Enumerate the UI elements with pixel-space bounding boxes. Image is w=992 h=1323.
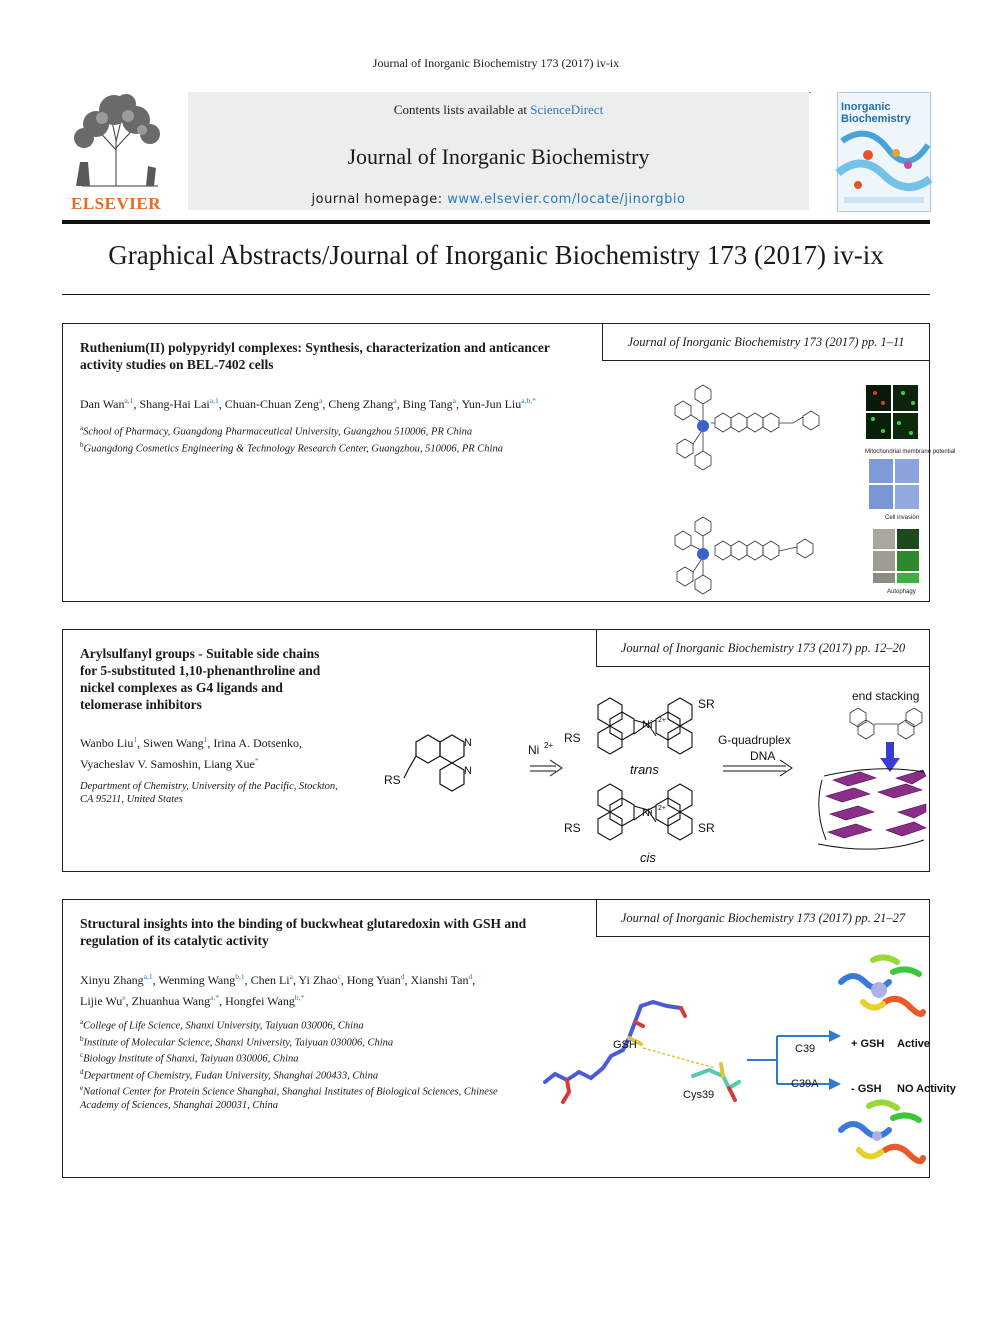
glutaredoxin-ribbon-active <box>841 957 923 1014</box>
author-list: Dan Wan$^{a,1}$, Shang-Hai Lai$^{a,1}$, Chuan-Chuan Zeng$^a$, Cheng Zhang$^a$, Bing Tang$^a$, Yun-Jun Liu$^{a,b,*}$ <box>80 396 536 411</box>
end-stacking-label: end stacking <box>852 689 920 703</box>
author-line: Vyacheslav V. Samoshin, Liang Xue* <box>80 756 259 771</box>
figure-label-cell-invasion: Cell invasion <box>885 515 920 521</box>
author[interactable]: Siwen Wang <box>143 736 204 750</box>
stacked-ligand-sketch <box>850 708 922 739</box>
author[interactable]: Hongfei Wang <box>225 994 295 1008</box>
author-sup: 1 <box>133 735 138 744</box>
elsevier-tree-logo <box>62 90 172 210</box>
abstract-title: Structural insights into the binding of buckwheat glutaredoxin with GSH and regulation of its catalytic activity <box>80 916 527 948</box>
homepage-line <box>188 192 809 207</box>
affiliation-list <box>80 1016 520 1112</box>
trans-ni-label: Ni <box>642 719 653 731</box>
author[interactable]: Dan Wan <box>80 397 125 411</box>
trans-ni-charge: 2+ <box>658 717 666 724</box>
contents-prefix: Contents lists available at <box>393 102 531 117</box>
branch-arrow-heads <box>829 1030 841 1090</box>
author[interactable]: Chuan-Chuan Zeng <box>224 397 320 411</box>
affiliation-text: Department of Chemistry, Fudan University, Shanghai 200433, China <box>83 1070 379 1081</box>
abstract-3-figure <box>533 952 956 1172</box>
author-sup: a,1 <box>143 972 153 981</box>
author[interactable]: Wanbo Liu <box>80 736 134 750</box>
affiliation <box>80 439 600 456</box>
ru-center <box>697 548 709 560</box>
cell-invasion-images <box>869 459 919 509</box>
g4-label-line2: DNA <box>750 749 776 763</box>
author-sup: a,b,* <box>521 396 536 405</box>
affiliation-sup: d <box>80 1067 84 1076</box>
author-list <box>80 968 540 1010</box>
abstract-title-line: Arylsulfanyl groups - Suitable side chains <box>80 646 320 661</box>
trans-rs-label: RS <box>564 731 581 745</box>
cys39-label: Cys39 <box>683 1089 715 1101</box>
affiliation <box>80 1016 520 1033</box>
affiliation-text: Institute of Molecular Science, Shanxi University, Taiyuan 030006, China <box>83 1037 394 1048</box>
affiliation-sup: c <box>80 1051 84 1059</box>
figure-label-autophagy: Autophagy <box>887 589 916 595</box>
affiliation-line: CA 95211, United States <box>80 794 183 805</box>
c39-label: C39 <box>795 1043 816 1055</box>
author[interactable]: Zhuanhua Wang <box>131 994 211 1008</box>
abstract-title-line: nickel complexes as G4 ligands and <box>80 680 283 695</box>
phenanthroline-ligand <box>404 735 464 791</box>
author[interactable]: Irina A. Dotsenko, <box>213 736 302 750</box>
affiliation-list <box>80 780 370 806</box>
affiliation-sup: b <box>80 1034 84 1043</box>
cis-rs-label: RS <box>564 821 581 835</box>
minus-gsh-label: - GSH <box>851 1083 882 1095</box>
author[interactable]: Wenming Wang <box>158 973 236 987</box>
author-line: Lijie Wu$^e$, Zhuanhua Wang$^{a,*}$, Hongfei Wang$^{b,*}$ <box>80 993 305 1008</box>
running-head: Journal of Inorganic Biochemistry 173 (2017) iv-ix <box>372 56 620 70</box>
journal-cover-thumbnail <box>837 92 931 212</box>
author[interactable]: Chen Li <box>250 973 290 987</box>
abstract-reference[interactable]: Journal of Inorganic Biochemistry 173 (2017) pp. 12–20 <box>596 629 930 667</box>
abstract-1-figure <box>663 379 956 597</box>
author[interactable]: Yi Zhao <box>298 973 338 987</box>
cover-title-line1: Inorganic <box>841 101 891 113</box>
ru-complex-structure-2 <box>675 517 813 594</box>
cis-label: cis <box>640 850 656 865</box>
author-sup: a <box>289 972 293 981</box>
abstract-title-line: for 5-substituted 1,10-phenanthroline and <box>80 663 321 678</box>
affiliation-sup: b <box>80 440 84 449</box>
abstract-reference[interactable]: Journal of Inorganic Biochemistry 173 (2017) pp. 1–11 <box>602 323 930 361</box>
graphical-abstract-3 <box>62 899 956 1178</box>
disulfide-interaction <box>643 1048 715 1068</box>
author[interactable]: Yun-Jun Liu <box>461 397 522 411</box>
abstract-title: Ruthenium(II) polypyridyl complexes: Synthesis, characterization and anticancer activity studies on BEL-7402 cells <box>80 340 550 372</box>
cis-ni-label: Ni <box>642 807 653 819</box>
reaction-arrow-ni <box>530 760 562 776</box>
trans-sr-label: SR <box>698 697 715 711</box>
homepage-prefix: journal homepage: <box>311 192 448 207</box>
trans-label: trans <box>630 762 659 777</box>
affiliation-sup: a <box>80 1018 84 1026</box>
author-sup: e <box>122 993 126 1002</box>
author-sup: a,1 <box>124 396 134 405</box>
no-activity-label: NO Activity <box>897 1083 956 1095</box>
nitrogen-label: N <box>464 737 472 749</box>
author-line: Xinyu Zhang$^{a,1}$, Wenming Wang$^{b,1}$, Chen Li$^a$, Yi Zhao$^c$, Hong Yuan$^d$, Xianshi Tan$^d$, <box>80 972 476 987</box>
nickel-charge-label: 2+ <box>544 741 554 750</box>
cover-title-line2: Biochemistry <box>841 113 911 125</box>
abstract-title-line: telomerase inhibitors <box>80 697 202 712</box>
graphical-abstract-2 <box>62 629 930 872</box>
affiliation-sup: a <box>80 424 84 432</box>
g-quadruplex-diagram <box>818 769 926 849</box>
author-sup: a,1 <box>209 396 219 405</box>
branch-arrows <box>747 1036 833 1084</box>
publisher-name: ELSEVIER <box>71 194 161 213</box>
affiliation-text: National Center for Protein Science Shanghai, Shanghai Institutes of Biological Sciences, Chinese Academy of Sciences, Shanghai 200031, China <box>80 1086 498 1111</box>
masthead-bottom-rule <box>62 220 930 224</box>
affiliation-text: Guangdong Cosmetics Engineering & Technology Research Center, Guangzhou, 510006, PR China <box>83 443 503 454</box>
affiliation-text: College of Life Science, Shanxi University, Taiyuan 030006, China <box>83 1020 364 1032</box>
stacking-arrow-head <box>880 758 900 772</box>
author-line: Wanbo Liu$^1$, Siwen Wang$^1$, Irina A. Dotsenko, <box>80 735 302 750</box>
author[interactable]: Hong Yuan <box>346 973 401 987</box>
author-sup: * <box>254 756 259 765</box>
author-sup: d <box>400 972 405 981</box>
autophagy-images <box>873 529 919 583</box>
plus-gsh-label: + GSH <box>851 1038 885 1050</box>
figure-label-mitochondrial: Mitochondrial membrane potential <box>865 449 956 455</box>
nickel-label: Ni <box>528 743 540 757</box>
affiliation-sup: e <box>80 1084 84 1092</box>
author[interactable]: Xinyu Zhang <box>80 973 144 987</box>
glutaredoxin-ribbon-inactive <box>841 1102 923 1161</box>
author[interactable]: Liang Xue <box>203 757 255 771</box>
abstract-title <box>80 645 380 713</box>
affiliation <box>80 1082 520 1112</box>
active-label: Active <box>897 1038 931 1050</box>
gsh-label: GSH <box>613 1039 637 1051</box>
affiliation-text: School of Pharmacy, Guangdong Pharmaceutical University, Guangzhou 510006, PR China <box>83 426 473 438</box>
author-list <box>80 731 370 773</box>
contents-line <box>188 102 809 118</box>
author-sup: a <box>319 396 323 405</box>
journal-masthead <box>62 90 932 215</box>
author-sup: 1 <box>203 735 208 744</box>
affiliation-line: Department of Chemistry, University of the Pacific, Stockton, <box>80 781 338 792</box>
ru-complex-structure-1 <box>675 385 819 470</box>
author[interactable]: Cheng Zhang <box>328 397 394 411</box>
rs-label: RS <box>384 773 401 787</box>
mitochondrial-potential-images <box>866 385 918 439</box>
cis-sr-label: SR <box>698 821 715 835</box>
author[interactable]: Xianshi Tan <box>410 973 469 987</box>
journal-name: Journal of Inorganic Biochemistry <box>347 144 650 169</box>
abstract-2-figure <box>378 680 926 868</box>
heading-rule <box>62 294 930 295</box>
author[interactable]: Lijie Wu <box>80 994 123 1008</box>
author-sup: a <box>393 396 397 405</box>
affiliation <box>80 1049 520 1066</box>
c39a-label: C39A <box>791 1078 819 1090</box>
author-sup: a <box>452 396 457 405</box>
masthead-center <box>188 92 809 210</box>
author[interactable]: Shang-Hai Lai <box>139 397 210 411</box>
author-sup: b,* <box>294 993 305 1002</box>
gsh-molecule <box>545 1002 739 1102</box>
homepage-link[interactable]: www.elsevier.com/locate/jinorgbio <box>447 192 686 207</box>
graphical-abstract-1 <box>62 323 956 602</box>
author[interactable]: Bing Tang <box>402 397 453 411</box>
ru-center <box>697 420 709 432</box>
affiliation-list <box>80 422 600 455</box>
affiliation <box>80 1066 520 1083</box>
page-heading: Graphical Abstracts/Journal of Inorganic Biochemistry 173 (2017) iv-ix <box>108 240 884 270</box>
nitrogen-label: N <box>464 765 472 777</box>
author-sup: d <box>468 972 473 981</box>
author-sup: c <box>337 972 341 981</box>
sciencedirect-link[interactable]: ScienceDirect <box>530 102 604 117</box>
abstract-reference[interactable]: Journal of Inorganic Biochemistry 173 (2017) pp. 21–27 <box>596 899 930 937</box>
affiliation <box>80 422 600 439</box>
g4-label-line1: G-quadruplex <box>718 733 791 747</box>
affiliation <box>80 1033 520 1050</box>
author[interactable]: Vyacheslav V. Samoshin <box>80 757 198 771</box>
author-sup: b,1 <box>235 972 245 981</box>
author-sup: a,* <box>210 993 220 1002</box>
affiliation-text: Biology Institute of Shanxi, Taiyuan 030006, China <box>83 1053 299 1065</box>
cis-ni-charge: 2+ <box>658 805 666 812</box>
